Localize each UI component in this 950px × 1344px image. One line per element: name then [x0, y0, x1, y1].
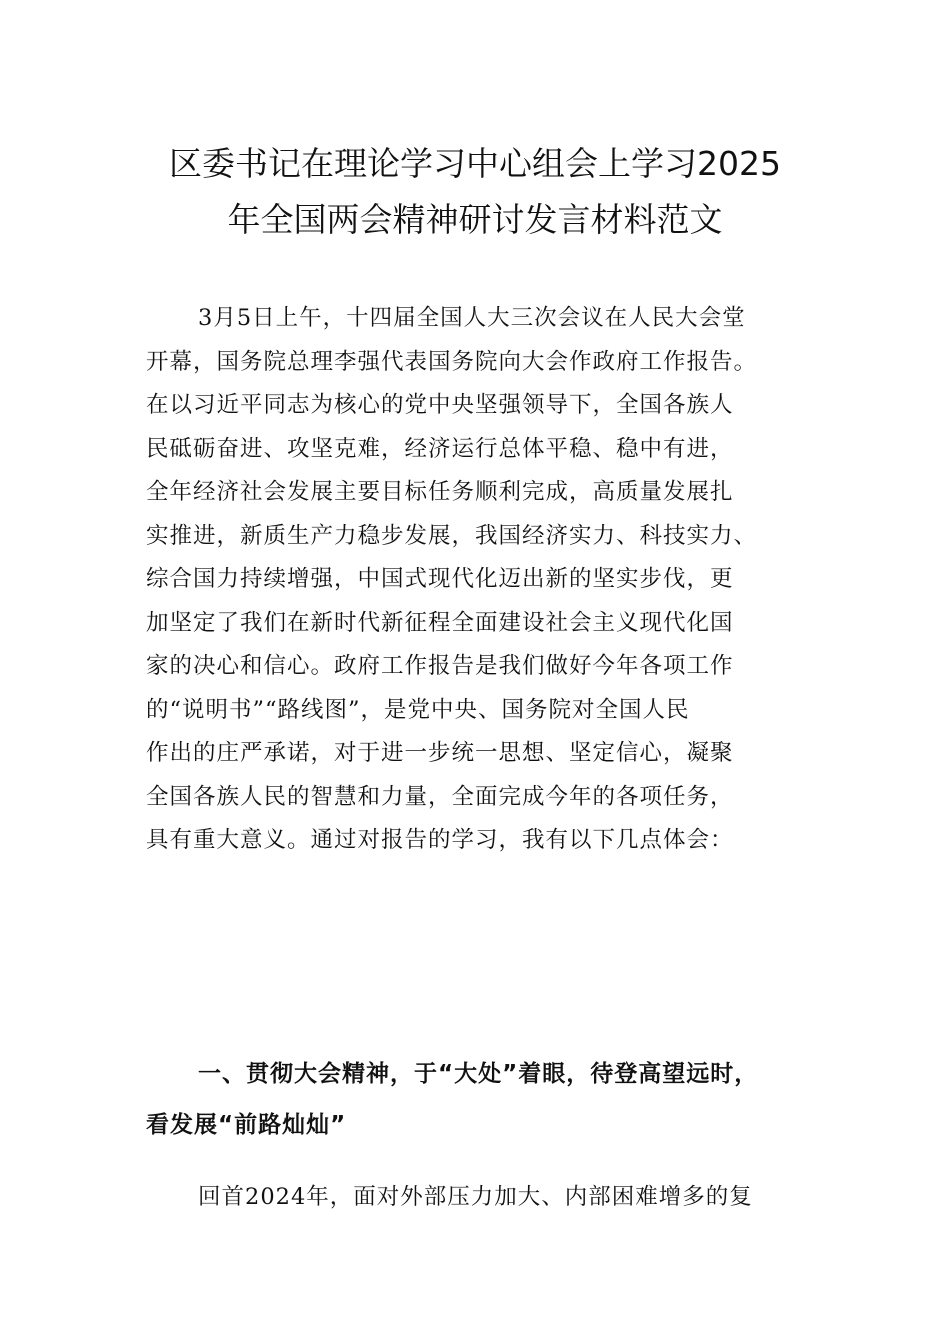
paragraph-line: 的“说明书”“路线图”，是党中央、国务院对全国人民	[146, 696, 690, 723]
title-line: 区委书记在理论学习中心组会上学习2025	[169, 144, 781, 183]
paragraph-line: 民砥砺奋进、攻坚克难，经济运行总体平稳、稳中有进，	[146, 435, 734, 462]
heading-line: 看发展“前路灿灿”	[146, 1112, 347, 1138]
section-heading-1	[146, 1049, 836, 1151]
paragraph-line: 具有重大意义。通过对报告的学习，我有以下几点体会：	[146, 827, 734, 853]
paragraph-line: 3月5日上午，十四届全国人大三次会议在人民大会堂	[198, 305, 746, 331]
paragraph-line: 综合国力持续增强，中国式现代化迈出新的坚实步伐，更	[146, 566, 734, 592]
paragraph-review	[146, 1176, 836, 1220]
paragraph-line: 实推进，新质生产力稳步发展，我国经济实力、科技实力、	[146, 522, 758, 549]
paragraph-line: 加坚定了我们在新时代新征程全面建设社会主义现代化国	[146, 609, 734, 636]
document-title	[120, 136, 830, 248]
heading-line: 一、贯彻大会精神，于“大处”着眼，待登高望远时，	[198, 1061, 759, 1087]
title-line: 年全国两会精神研讨发言材料范文	[227, 200, 723, 239]
paragraph-line: 回首2024年，面对外部压力加大、内部困难增多的复	[198, 1184, 753, 1210]
paragraph-intro	[146, 297, 836, 863]
paragraph-line: 开幕，国务院总理李强代表国务院向大会作政府工作报告。	[146, 348, 758, 375]
paragraph-line: 全年经济社会发展主要目标任务顺利完成，高质量发展扎	[146, 479, 734, 505]
paragraph-line: 在以习近平同志为核心的党中央坚强领导下，全国各族人	[146, 392, 734, 418]
paragraph-line: 作出的庄严承诺，对于进一步统一思想、坚定信心，凝聚	[146, 740, 734, 766]
paragraph-line: 全国各族人民的智慧和力量，全面完成今年的各项任务，	[146, 783, 734, 810]
paragraph-line: 家的决心和信心。政府工作报告是我们做好今年各项工作	[146, 653, 734, 679]
